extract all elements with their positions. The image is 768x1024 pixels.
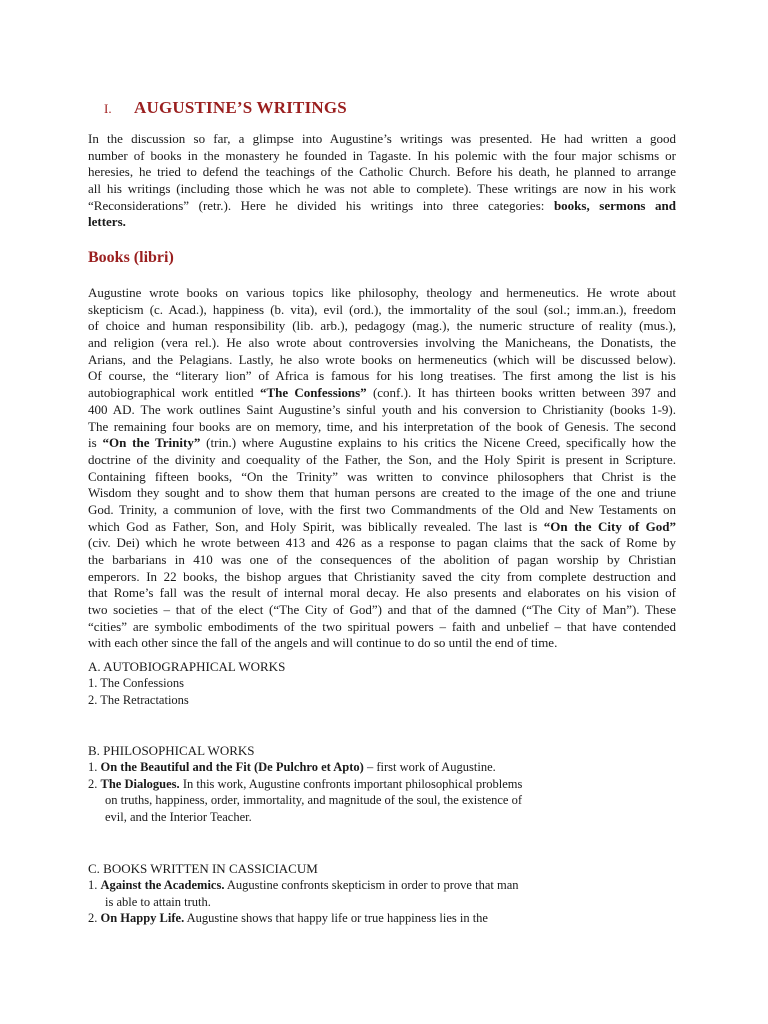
intro-paragraph [88,131,676,231]
list-item [88,776,522,793]
intro-line: heresies, he tried to defend the teachings of the Catholic Church. Before his death, he planned to arrange [88,164,676,180]
books-line: and religion (vera rel.). He also wrote about controversies involving the Manicheans, the Donatists, the [88,335,676,351]
books-text: which God as Father, Son, and Holy Spirit, was biblically revealed. The last is [88,518,538,534]
books-line [88,385,676,402]
item-text: Augustine confronts skepticism in order to prove that man [226,878,519,892]
list-item [88,910,519,927]
intro-line: In the discussion so far, a glimpse into Augustine’s writings was presented. He had written a good [88,131,676,146]
item-title: On the Beautiful and the Fit (De Pulchro et Apto) [100,760,364,774]
books-line: with each other since the fall of the angels and will continue to do so until the end of time. [88,635,558,651]
list-item: 2. The Retractations [88,692,189,707]
books-line: two societies – that of the elect (“The City of God”) and that of the damned (“The City of Man”). These [88,602,676,618]
books-line: doctrine of the divinity and coequality of the Father, the Son, and the Holy Spirit is present in Scripture. [88,451,676,467]
item-text: – first work of Augustine. [366,760,496,774]
books-line: Arians, and the Pelagians. Lastly, he also wrote books on hermeneutics (which will be discussed below). [88,351,676,367]
books-line: of choice and human responsibility (lib. arb.), pedagogy (mag.), the numeric structure of reality (mus.), [88,318,676,334]
books-line: Of course, the “literary lion” of Africa is famous for his long treatises. The first among the list is his [88,368,676,384]
list-heading: B. PHILOSOPHICAL WORKS [88,743,255,758]
list-item-continuation: is able to attain truth. [105,894,211,909]
books-line: Containing fifteen books, “On the Trinity” was written to convince philosophers that Christ is the [88,468,676,484]
books-paragraph [88,285,676,652]
item-number: 2. [88,776,98,791]
books-line: “cities” are symbolic embodiments of the two spiritual powers – faith and unbelief – that have contended [88,618,676,634]
intro-text: “Reconsiderations” (retr.). Here he divided his writings into three categories: [88,197,545,213]
list-philosophical [88,742,522,825]
city-of-god-title: “On the City of God” [543,518,676,534]
books-heading: Books (libri) [88,249,174,266]
books-line: (civ. Dei) which he wrote between 413 and 426 as a response to pagan claims that the sack of Rome by [88,535,676,551]
list-item: 1. The Confessions [88,676,184,690]
list-heading: C. BOOKS WRITTEN IN CASSICIACUM [88,861,318,876]
intro-line: all his writings (including those which he was not able to complete). These writings are now in his work [88,181,676,197]
books-line [88,435,676,452]
trinity-title: “On the Trinity” [102,435,201,451]
item-text: Augustine shows that happy life or true happiness lies in the [186,911,488,925]
confessions-title: “The Confessions” [259,385,367,401]
intro-line: number of books in the monastery he founded in Tagaste. In his polemic with the four major schisms or [88,147,676,163]
section-title: AUGUSTINE’S WRITINGS [134,98,347,117]
books-line: Augustine wrote books on various topics like philosophy, theology and hermeneutics. He wrote about [88,285,676,300]
item-number: 1. [88,878,98,892]
intro-bold-categories: books, sermons and [553,197,676,213]
item-title: The Dialogues. [100,776,180,791]
list-item-continuation: evil, and the Interior Teacher. [105,809,252,824]
books-line [88,519,676,536]
section-heading [104,98,347,122]
item-title: On Happy Life. [100,911,185,925]
books-line: God. Trinity, a communion of love, with the first two Commandments of the Old and New Testaments on [88,501,676,517]
list-autobiographical [88,658,285,708]
item-number: 1. [88,760,98,774]
list-item [88,877,519,894]
books-line: the barbarians in 410 was one of the consequences of the abolition of pagan worship by Christian [88,552,676,567]
books-line: that Rome’s fall was the result of internal moral decay. He also presents and elaborates on his vision of [88,585,676,601]
item-title: Against the Academics. [100,878,225,892]
list-item-continuation: on truths, happiness, order, immortality, and magnitude of the soul, the existence of [105,793,522,807]
item-number: 2. [88,911,98,925]
books-line: skepticism (c. Acad.), happiness (b. vita), evil (ord.), the immortality of the soul (sol.; imm.an.), freedom [88,301,676,317]
intro-line [88,198,676,215]
intro-bold-letters: letters. [88,214,126,230]
books-text: (trin.) where Augustine explains to his critics the Nicene Creed, specifically how the [206,435,676,451]
books-line: 400 AD. The work outlines Saint Augustine’s sinful youth and his conversion to Christianity (books 1-9). [88,401,676,417]
books-text: is [88,435,97,451]
item-text: In this work, Augustine confronts important philosophical problems [182,776,523,791]
intro-line [88,214,676,231]
list-item [88,759,522,776]
books-line: emperors. In 22 books, the bishop argues that Christianity saved the city from complete destruction and [88,568,676,584]
section-number: I. [104,101,112,116]
books-text: (conf.). It has thirteen books written between 397 and [372,385,676,401]
books-line: The remaining four books are on memory, time, and his interpretation of the book of Genesis. The second [88,418,676,434]
books-line: Wisdom they sought and to show them that human persons are created to the image of the one and triune [88,485,676,501]
list-heading: A. AUTOBIOGRAPHICAL WORKS [88,659,286,674]
list-cassiciacum [88,860,519,927]
books-text: autobiographical work entitled [88,385,254,401]
